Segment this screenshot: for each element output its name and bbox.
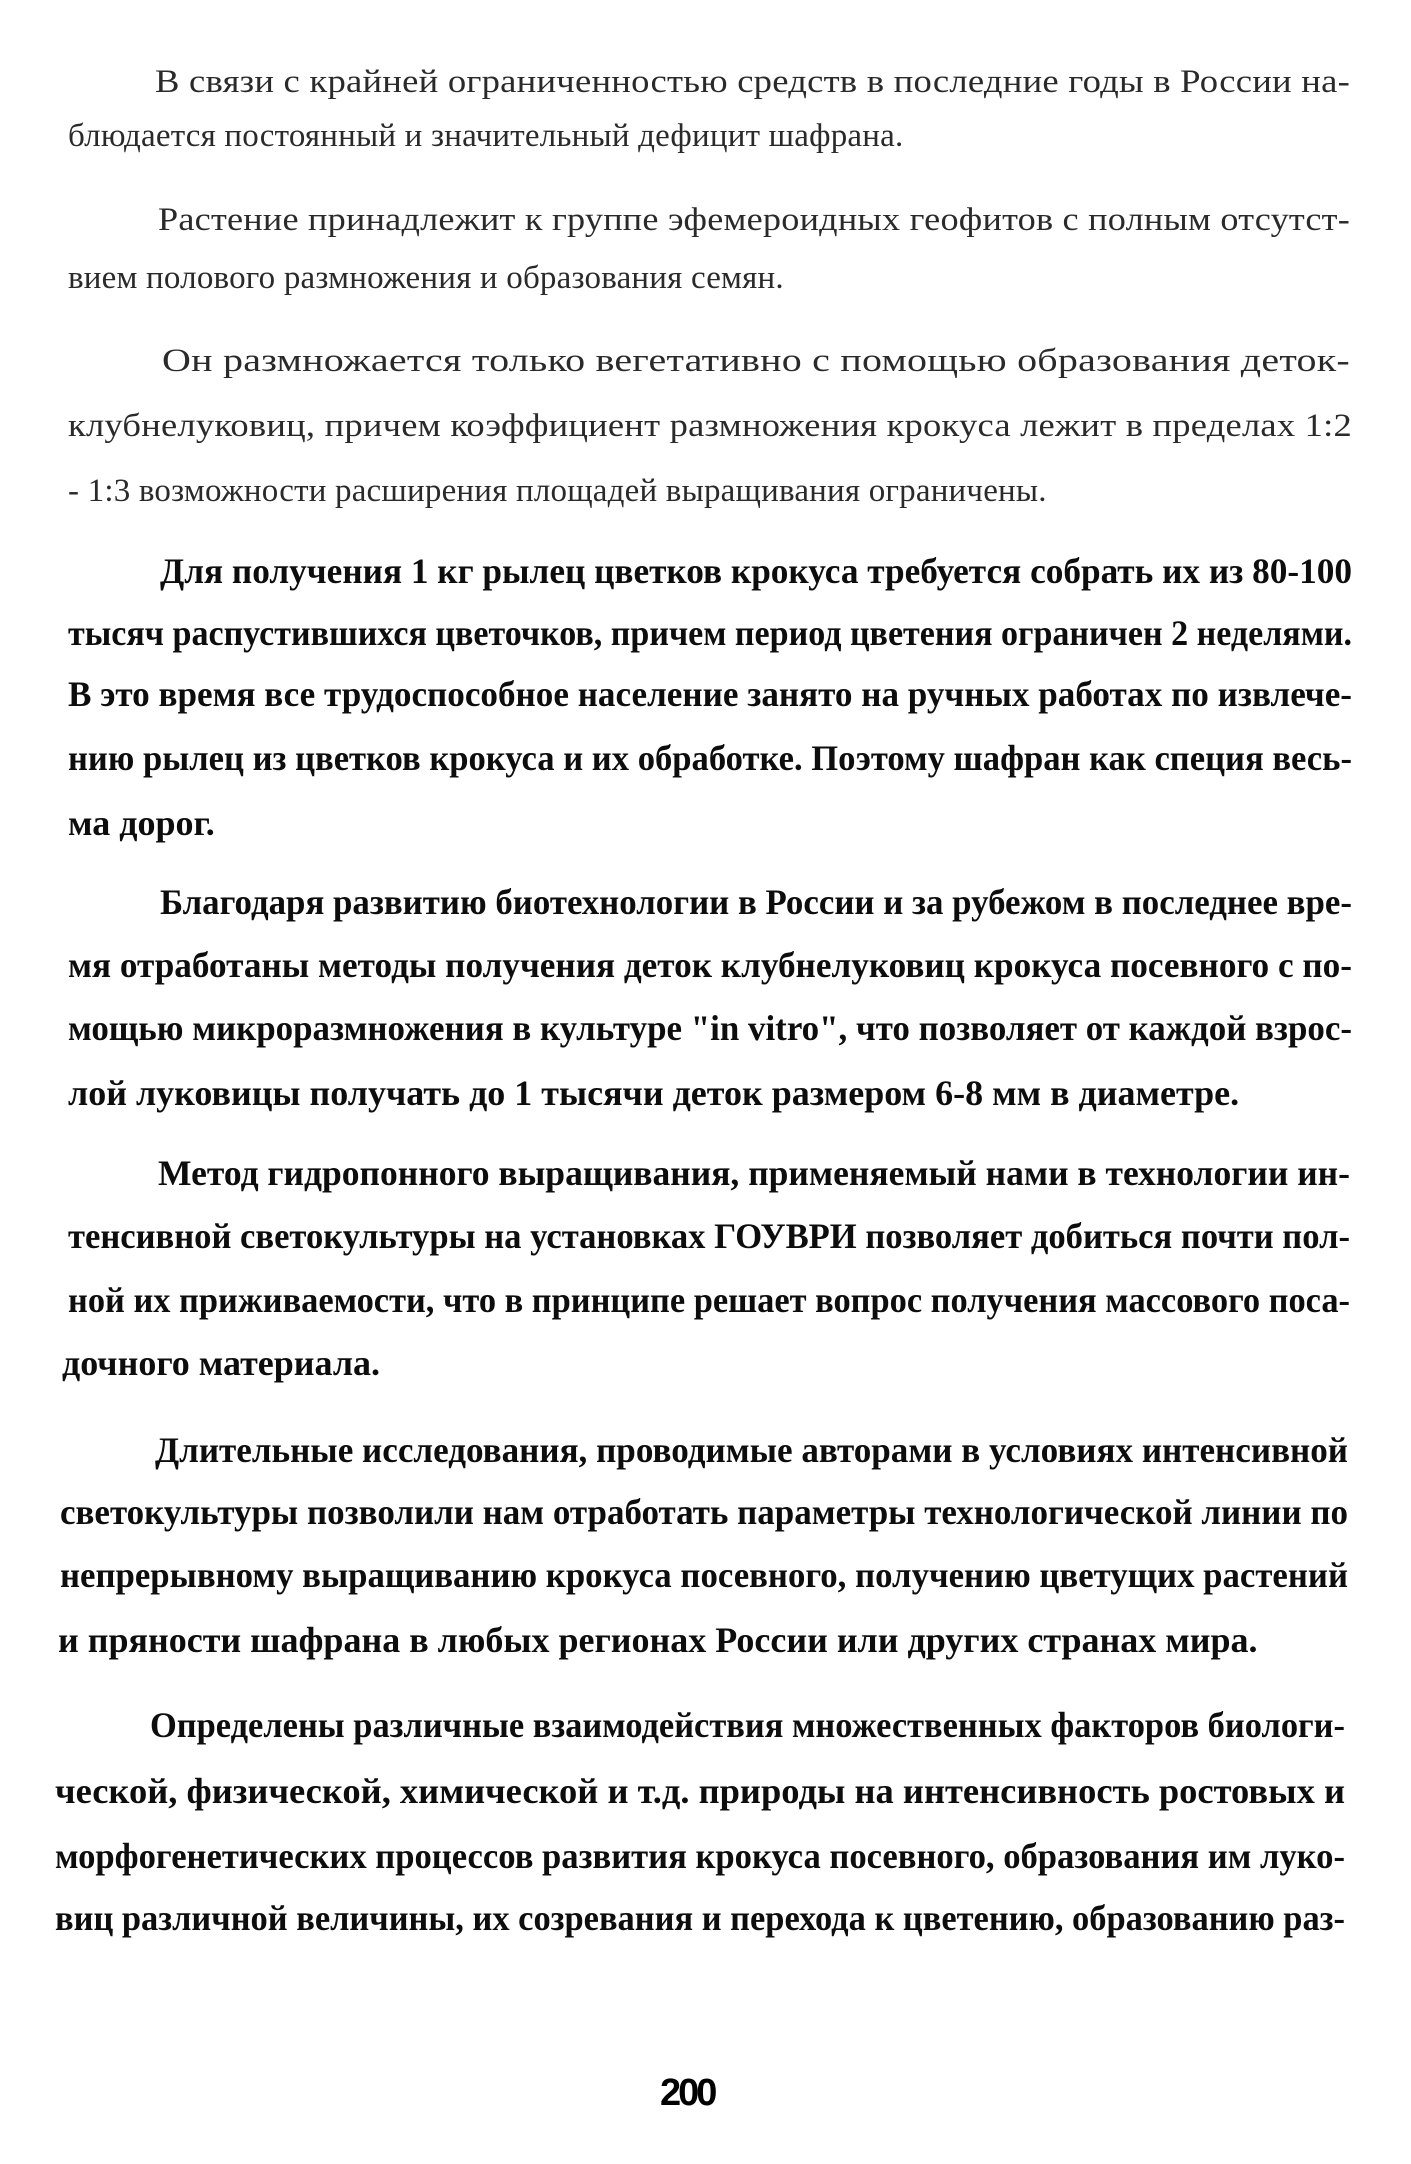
paragraph-6-line-3: ной их приживаемости, что в принципе решает вопрос получения массового поса- — [68, 1280, 1350, 1320]
paragraph-8-line-3: морфогенетических процессов развития крокуса посевного, образования им луко- — [55, 1836, 1345, 1876]
paragraph-6-line-2: тенсивной светокультуры на установках ГОУВРИ позволяет добиться почти пол- — [68, 1216, 1350, 1256]
paragraph-3-line-3: - 1:3 возможности расширения площадей выращивания ограничены. — [68, 473, 1047, 509]
paragraph-3-line-2: клубнелуковиц, причем коэффициент размножения крокуса лежит в пределах 1:2 — [68, 408, 1353, 444]
paragraph-5-line-3: мощью микроразмножения в культуре "in vitro", что позволяет от каждой взрос- — [68, 1008, 1352, 1048]
paragraph-1-line-1: В связи с крайней ограниченностью средств в последние годы в России на- — [155, 64, 1350, 100]
page-number: 200 — [660, 2072, 715, 2114]
paragraph-4-line-5: ма дорог. — [68, 803, 215, 843]
paragraph-4-line-3: В это время все трудоспособное население занято на ручных работах по извлече- — [68, 674, 1352, 714]
paragraph-4-line-2: тысяч распустившихся цветочков, причем период цветения ограничен 2 неделями. — [68, 613, 1352, 653]
paragraph-5-line-1: Благодаря развитию биотехнологии в России и за рубежом в последнее вре- — [160, 882, 1352, 922]
paragraph-8-line-2: ческой, физической, химической и т.д. природы на интенсивность ростовых и — [55, 1771, 1345, 1811]
paragraph-8-line-4: виц различной величины, их созревания и перехода к цветению, образованию раз- — [55, 1898, 1345, 1938]
paragraph-7-line-2: светокультуры позволили нам отработать параметры технологической линии по — [60, 1492, 1348, 1532]
paragraph-5-line-2: мя отработаны методы получения деток клубнелуковиц крокуса посевного с по- — [68, 945, 1352, 985]
paragraph-6-line-4: дочного материала. — [62, 1343, 381, 1383]
paragraph-7-line-1: Длительные исследования, проводимые авторами в условиях интенсивной — [155, 1430, 1348, 1470]
paragraph-4-line-1: Для получения 1 кг рылец цветков крокуса требуется собрать их из 80-100 — [160, 551, 1352, 591]
paragraph-7-line-3: непрерывному выращиванию крокуса посевного, получению цветущих растений — [60, 1555, 1348, 1595]
paragraph-1-line-2: блюдается постоянный и значительный дефицит шафрана. — [68, 118, 904, 154]
paragraph-2-line-1: Растение принадлежит к группе эфемероидных геофитов с полным отсутст- — [158, 202, 1350, 238]
paragraph-7-line-4: и пряности шафрана в любых регионах России или других странах мира. — [58, 1620, 1258, 1660]
paragraph-4-line-4: нию рылец из цветков крокуса и их обработке. Поэтому шафран как специя весь- — [68, 738, 1352, 778]
paragraph-5-line-4: лой луковицы получать до 1 тысячи деток размером 6-8 мм в диаметре. — [68, 1073, 1240, 1113]
paragraph-6-line-1: Метод гидропонного выращивания, применяемый нами в технологии ин- — [158, 1153, 1350, 1193]
paragraph-8-line-1: Определены различные взаимодействия множественных факторов биологи- — [150, 1705, 1345, 1745]
paragraph-3-line-1: Он размножается только вегетативно с помощью образования деток- — [162, 343, 1350, 379]
paragraph-2-line-2: вием полового размножения и образования семян. — [68, 260, 784, 296]
